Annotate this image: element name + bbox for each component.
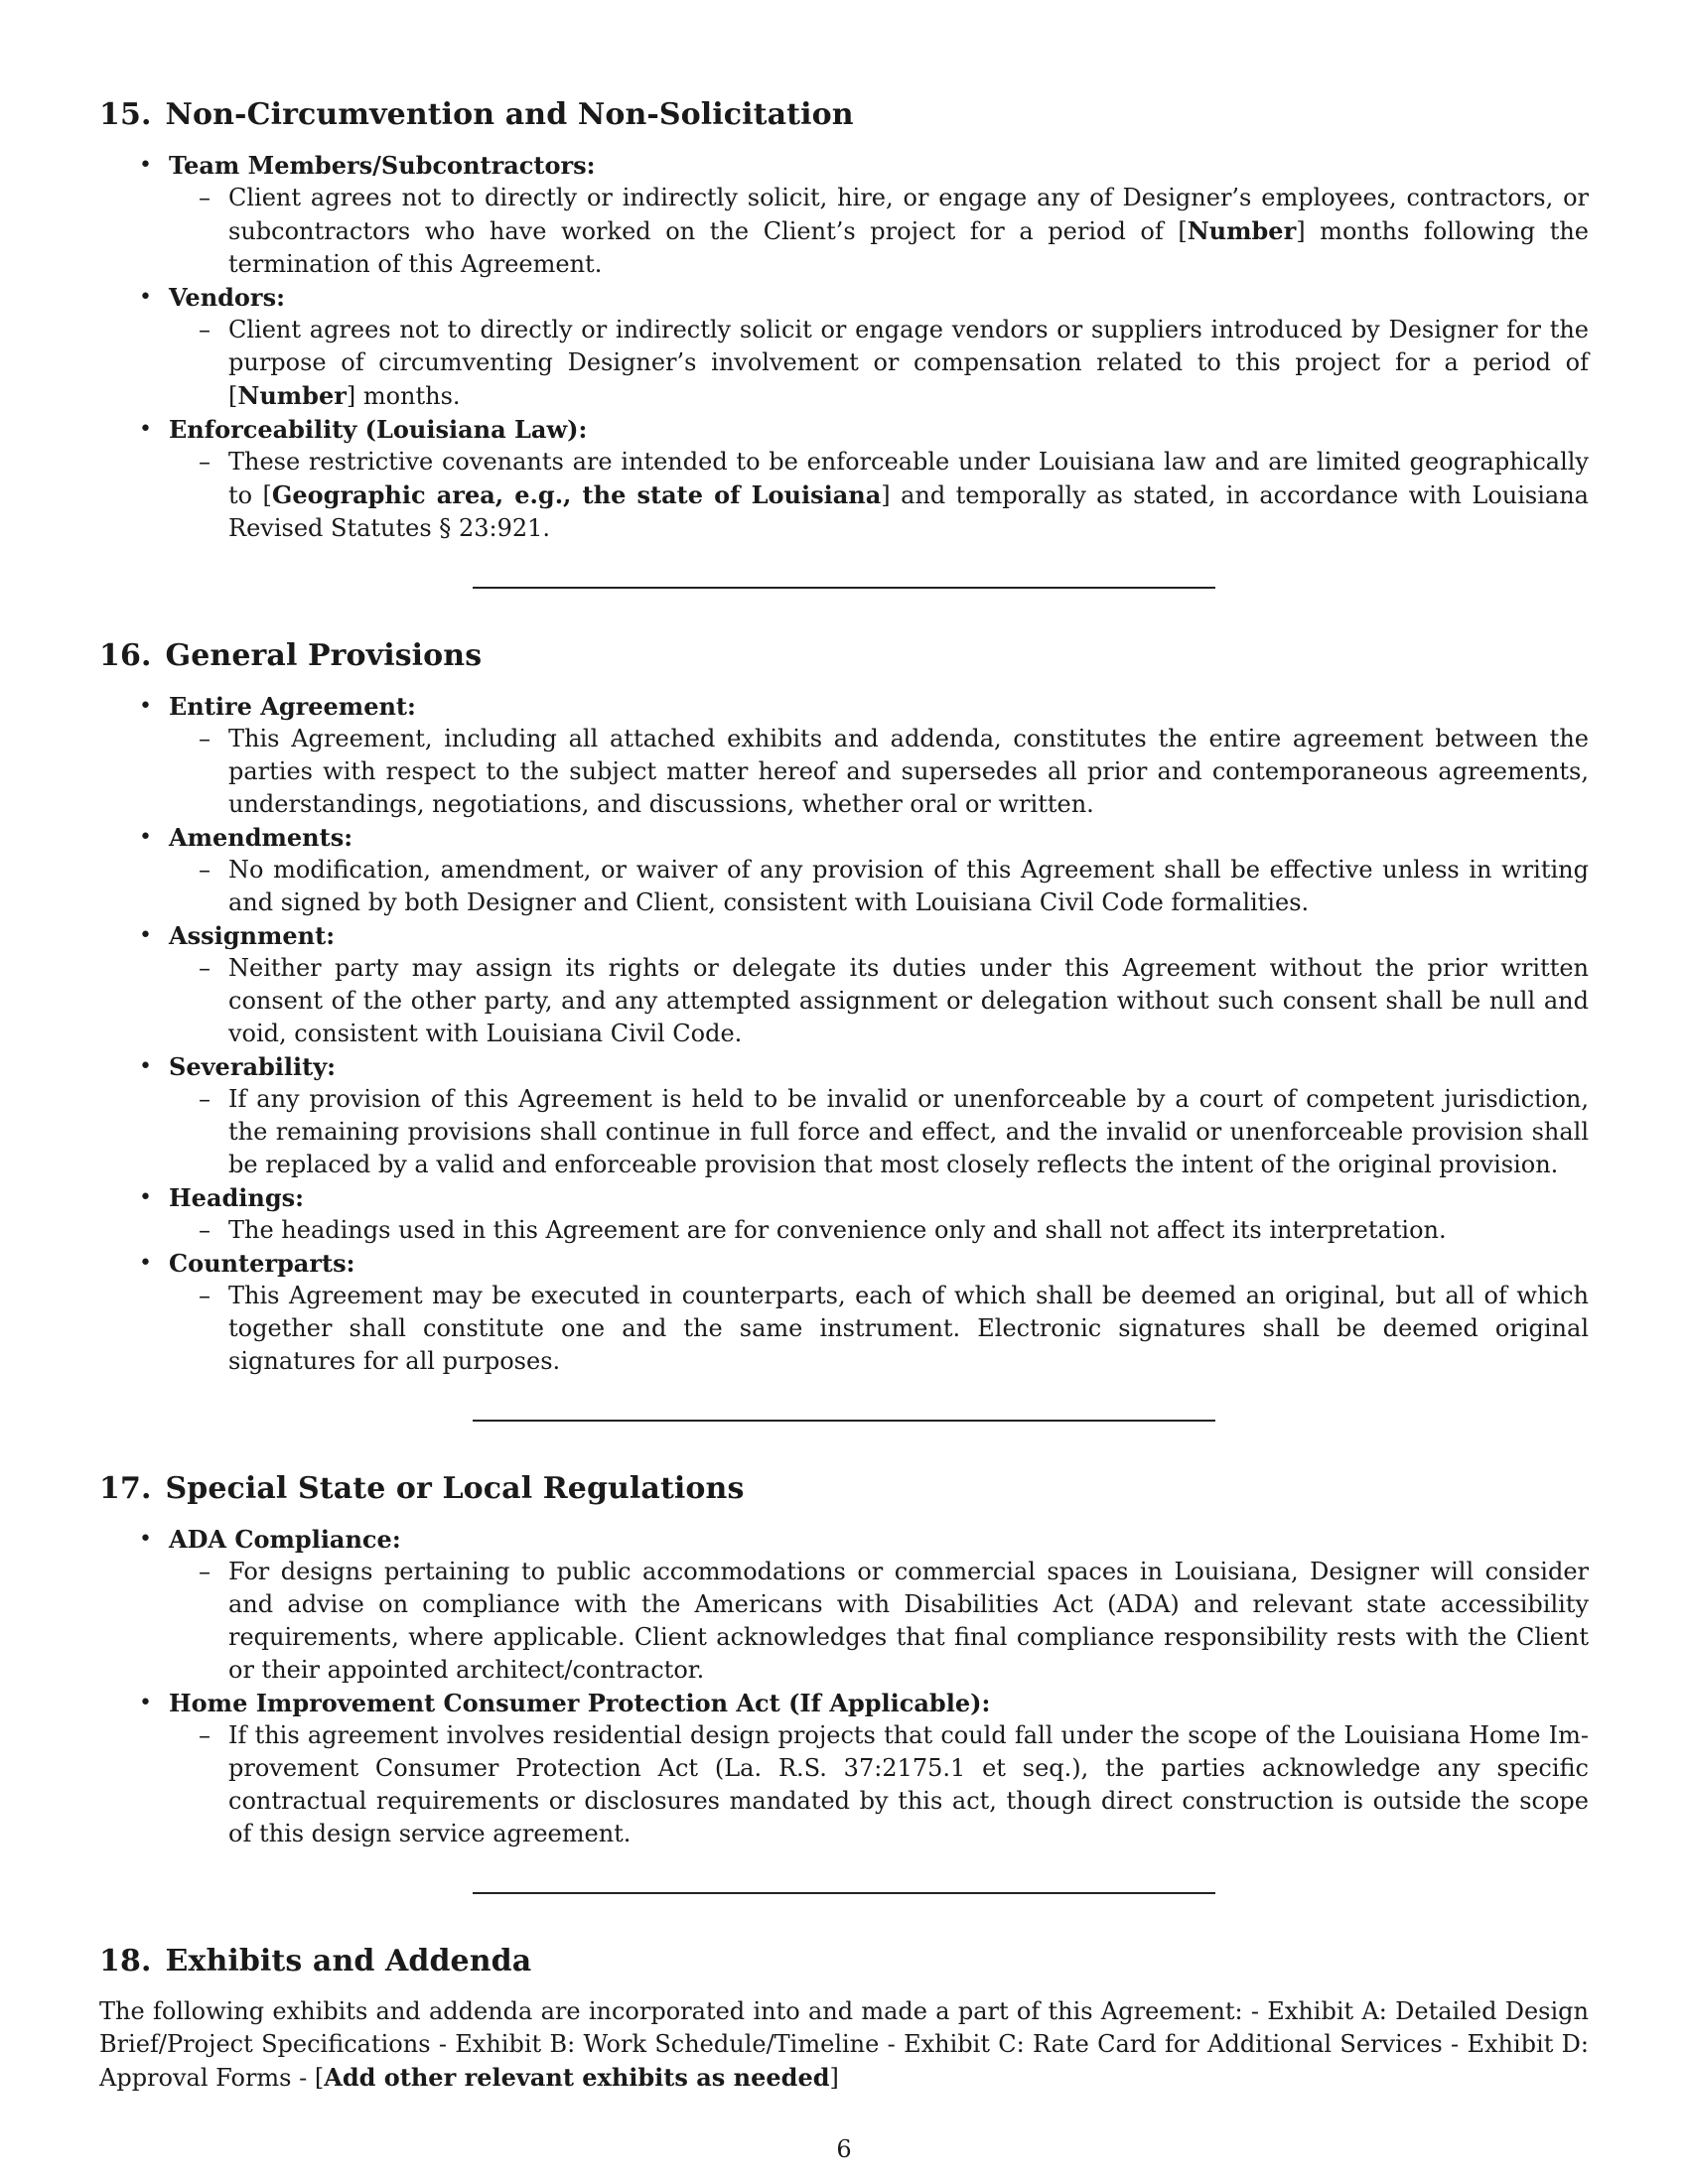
item-title: Assignment: — [169, 921, 336, 950]
bullet-marker: • — [139, 1054, 152, 1079]
section-title: Non-Circumvention and Non-Solicitation — [165, 97, 854, 132]
bullet-marker: • — [139, 417, 152, 442]
item-title: ADA Compliance: — [169, 1525, 401, 1554]
list-item — [99, 1687, 1589, 1850]
item-title: Entire Agreement: — [169, 692, 416, 721]
text-run: Client agrees not to directly or indirectly solicit, hire, or engage any of Designer’s employees, contractors, or subcontractors who have worked on the Client’s project for a period of [ — [228, 184, 1589, 245]
sub-item — [169, 1083, 1589, 1181]
bullet-marker: • — [139, 1527, 152, 1552]
sub-list — [169, 446, 1589, 545]
sub-item — [169, 1556, 1589, 1687]
sub-list — [169, 1556, 1589, 1687]
dash-marker: – — [199, 316, 211, 343]
bullet-marker: • — [139, 1185, 152, 1210]
text-run: Neither party may assign its rights or delegate its duties under this Agreement without the prior written consent of the other party, and any attempted assignment or delegation without such consent shall be null and void, consistent with Louisiana Civil Code. — [228, 954, 1589, 1047]
dash-marker: – — [199, 725, 211, 752]
section-list — [99, 1523, 1589, 1850]
item-title: Vendors: — [169, 283, 285, 312]
section-title: General Provisions — [165, 638, 483, 673]
sub-list — [169, 314, 1589, 413]
text-run: The headings used in this Agreement are for convenience only and shall not affect its interpretation. — [228, 1216, 1447, 1244]
dash-marker: – — [199, 856, 211, 884]
section-heading — [99, 1942, 1589, 1981]
list-item — [99, 690, 1589, 821]
sub-list — [169, 723, 1589, 821]
dash-marker: – — [199, 448, 211, 476]
section-number: 18. — [99, 1944, 152, 1979]
section-divider — [473, 1892, 1215, 1894]
bold-placeholder-text: Number — [1187, 216, 1297, 245]
bold-placeholder-text: Geographic area, e.g., the state of Louisiana — [271, 480, 882, 509]
text-run: ] months following the termination of this Agreement. — [228, 217, 1589, 278]
section-title: Exhibits and Addenda — [165, 1944, 532, 1979]
sub-item — [169, 1719, 1589, 1850]
document-page — [99, 95, 1589, 2095]
dash-marker: – — [199, 1282, 211, 1309]
sub-item — [169, 854, 1589, 919]
text-run: ] and temporally as stated, in accordance with Louisiana Revised Statutes § 23:921. — [228, 481, 1589, 542]
bullet-marker: • — [139, 1251, 152, 1276]
bullet-marker: • — [139, 153, 152, 178]
list-item — [99, 1523, 1589, 1687]
dash-marker: – — [199, 954, 211, 982]
section-divider — [473, 1420, 1215, 1422]
section-divider — [473, 587, 1215, 589]
list-item — [99, 149, 1589, 281]
list-item — [99, 1247, 1589, 1378]
list-item — [99, 1050, 1589, 1181]
section-heading — [99, 636, 1589, 676]
item-title: Team Members/Subcontractors: — [169, 151, 596, 180]
item-title: Headings: — [169, 1183, 304, 1212]
item-title: Home Improvement Consumer Protection Act (If Applicable): — [169, 1689, 991, 1717]
sub-list — [169, 182, 1589, 281]
dash-marker: – — [199, 1085, 211, 1113]
sub-list — [169, 1214, 1589, 1247]
section-number: 17. — [99, 1471, 152, 1506]
bullet-marker: • — [139, 694, 152, 719]
section-list — [99, 149, 1589, 545]
sub-list — [169, 1083, 1589, 1181]
text-run: These restrictive covenants are intended to be enforceable under Louisiana law and are limited geographically to [ — [228, 448, 1589, 509]
list-item — [99, 413, 1589, 545]
list-item — [99, 1181, 1589, 1247]
sub-item — [169, 1214, 1589, 1247]
text-run: No modification, amendment, or waiver of any provision of this Agreement shall be effective unless in writing and signed by both Designer and Client, consistent with Louisiana Civil Code formalities. — [228, 856, 1589, 916]
item-title: Amendments: — [169, 823, 353, 852]
sub-list — [169, 952, 1589, 1050]
text-run: ] months. — [346, 382, 461, 410]
section-heading — [99, 1469, 1589, 1509]
bullet-marker: • — [139, 1691, 152, 1715]
sub-item — [169, 1280, 1589, 1378]
dash-marker: – — [199, 184, 211, 211]
sub-item — [169, 314, 1589, 413]
item-title: Enforceability (Louisiana Law): — [169, 415, 588, 444]
text-run: If any provision of this Agreement is held to be invalid or unenforceable by a court of competent jurisdiction, the remaining provisions shall continue in full force and effect, and the invalid or unenforceable provision shall be replaced by a valid and enforceable provision that most closely reflects the intent of the original provision. — [228, 1085, 1589, 1178]
sub-list — [169, 1719, 1589, 1850]
text-run: For designs pertaining to public accommodations or commercial spaces in Louisiana, Designer will consider and advise on compliance with the Americans with Disabilities Act (ADA) and relevant state accessibility requirements, where applicable. Client acknowledges that final compliance responsibility rests with the Client or their appointed architect/contractor. — [228, 1558, 1589, 1684]
sub-item — [169, 952, 1589, 1050]
bullet-marker: • — [139, 923, 152, 948]
text-run: If this agreement involves residential design projects that could fall under the scope of the Louisiana Home Improvement Consumer Protection Act (La. R.S. 37:2175.1 et seq.), the parties acknowledge any specific contractual requirements or disclosures mandated by this act, though direct construction is outside the scope of this design service agreement. — [228, 1721, 1589, 1847]
sub-list — [169, 1280, 1589, 1378]
list-item — [99, 919, 1589, 1050]
bullet-marker: • — [139, 285, 152, 310]
dash-marker: – — [199, 1558, 211, 1585]
sub-item — [169, 446, 1589, 545]
bullet-marker: • — [139, 825, 152, 850]
section-title: Special State or Local Regulations — [165, 1471, 745, 1506]
bold-placeholder-text: Number — [237, 381, 347, 410]
page-number: 6 — [836, 2135, 852, 2163]
item-title: Severability: — [169, 1052, 337, 1081]
section-list — [99, 690, 1589, 1378]
section-heading — [99, 95, 1589, 135]
section-number: 16. — [99, 638, 152, 673]
sub-list — [169, 854, 1589, 919]
text-run: This Agreement may be executed in counterparts, each of which shall be deemed an original, but all of which together shall constitute one and the same instrument. Electronic signatures shall be deemed original signatures for all purposes. — [228, 1282, 1589, 1375]
text-run: This Agreement, including all attached exhibits and addenda, constitutes the entire agreement between the parties with respect to the subject matter hereof and supersedes all prior and contemporaneous agreements, understandings, negotiations, and discussions, whether oral or written. — [228, 725, 1589, 818]
bold-placeholder-text: Add other relevant exhibits as needed — [324, 2063, 830, 2092]
dash-marker: – — [199, 1216, 211, 1244]
dash-marker: – — [199, 1721, 211, 1749]
text-run: ] — [829, 2064, 839, 2092]
item-title: Counterparts: — [169, 1249, 355, 1278]
section-number: 15. — [99, 97, 152, 132]
list-item — [99, 821, 1589, 919]
section-paragraph — [99, 1995, 1589, 2095]
text-run: Client agrees not to directly or indirectly solicit or engage vendors or suppliers introduced by Designer for the purpose of circumventing Designer’s involvement or compensation related to this project for a period of [ — [228, 316, 1589, 410]
list-item — [99, 281, 1589, 413]
text-run: The following exhibits and addenda are incorporated into and made a part of this Agreement: - Exhibit A: Detailed Design Brief/Project Specifications - Exhibit B: Work Schedule/Timeline - Exhibit C: Rate Card for Additional Services - Exhibit D: Approval Forms - [ — [99, 1997, 1589, 2092]
sub-item — [169, 182, 1589, 281]
sub-item — [169, 723, 1589, 821]
